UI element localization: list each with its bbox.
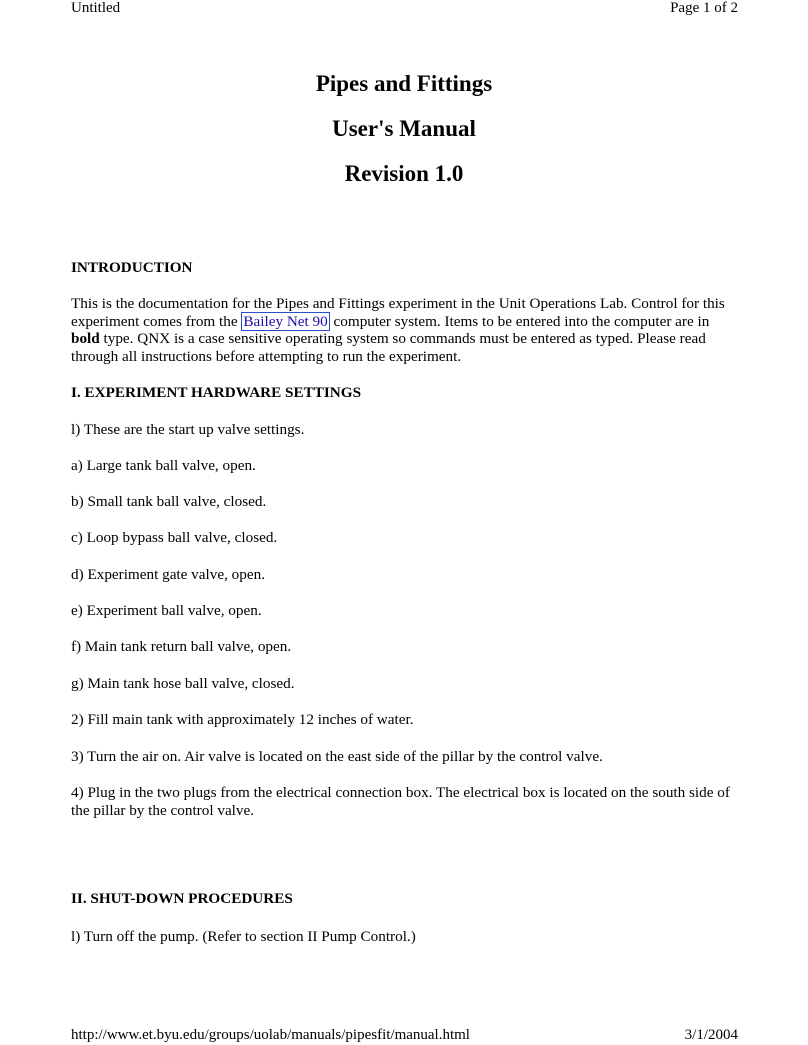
bailey-net-90-link[interactable]: Bailey Net 90: [243, 312, 328, 330]
list-item: g) Main tank hose ball valve, closed.: [71, 675, 295, 692]
list-item: c) Loop bypass ball valve, closed.: [71, 529, 278, 546]
page-number: Page 1 of 2: [670, 0, 738, 16]
section-2-heading: II. SHUT-DOWN PROCEDURES: [71, 890, 293, 907]
document-revision: Revision 1.0: [344, 161, 464, 186]
intro-text-3: type. QNX is a case sensitive operating system so commands must be entered as typed. Please read through all instructions before attempting to run the experiment.: [71, 330, 706, 365]
header-title: Untitled: [71, 0, 121, 16]
introduction-heading: INTRODUCTION: [71, 259, 193, 276]
bold-word: bold: [71, 330, 100, 347]
intro-text-1: This is the documentation for the Pipes and Fittings experiment in the Unit Operations Lab. Control for this experiment comes from the: [71, 295, 725, 330]
footer-url: http://www.et.byu.edu/groups/uolab/manuals/pipesfit/manual.html: [71, 1027, 470, 1043]
list-item: 2) Fill main tank with approximately 12 inches of water.: [71, 711, 414, 728]
list-item: b) Small tank ball valve, closed.: [71, 493, 267, 510]
list-item: l) These are the start up valve settings.: [71, 421, 305, 438]
list-item: e) Experiment ball valve, open.: [71, 602, 262, 619]
intro-text-2: computer system. Items to be entered into the computer are in: [329, 312, 710, 330]
document-title: Pipes and Fittings: [315, 71, 493, 96]
list-item: l) Turn off the pump. (Refer to section II Pump Control.): [71, 928, 416, 945]
footer-date: 3/1/2004: [684, 1027, 738, 1043]
section-1-heading: I. EXPERIMENT HARDWARE SETTINGS: [71, 384, 362, 401]
list-item: a) Large tank ball valve, open.: [71, 457, 256, 474]
list-item: f) Main tank return ball valve, open.: [71, 638, 292, 655]
document-subtitle: User's Manual: [332, 116, 476, 141]
introduction-paragraph: [71, 295, 741, 365]
list-item: d) Experiment gate valve, open.: [71, 566, 265, 583]
list-item: 3) Turn the air on. Air valve is located on the east side of the pillar by the control valve.: [71, 748, 603, 765]
list-item: 4) Plug in the two plugs from the electrical connection box. The electrical box is located on the south side of the pillar by the control valve.: [71, 784, 730, 819]
